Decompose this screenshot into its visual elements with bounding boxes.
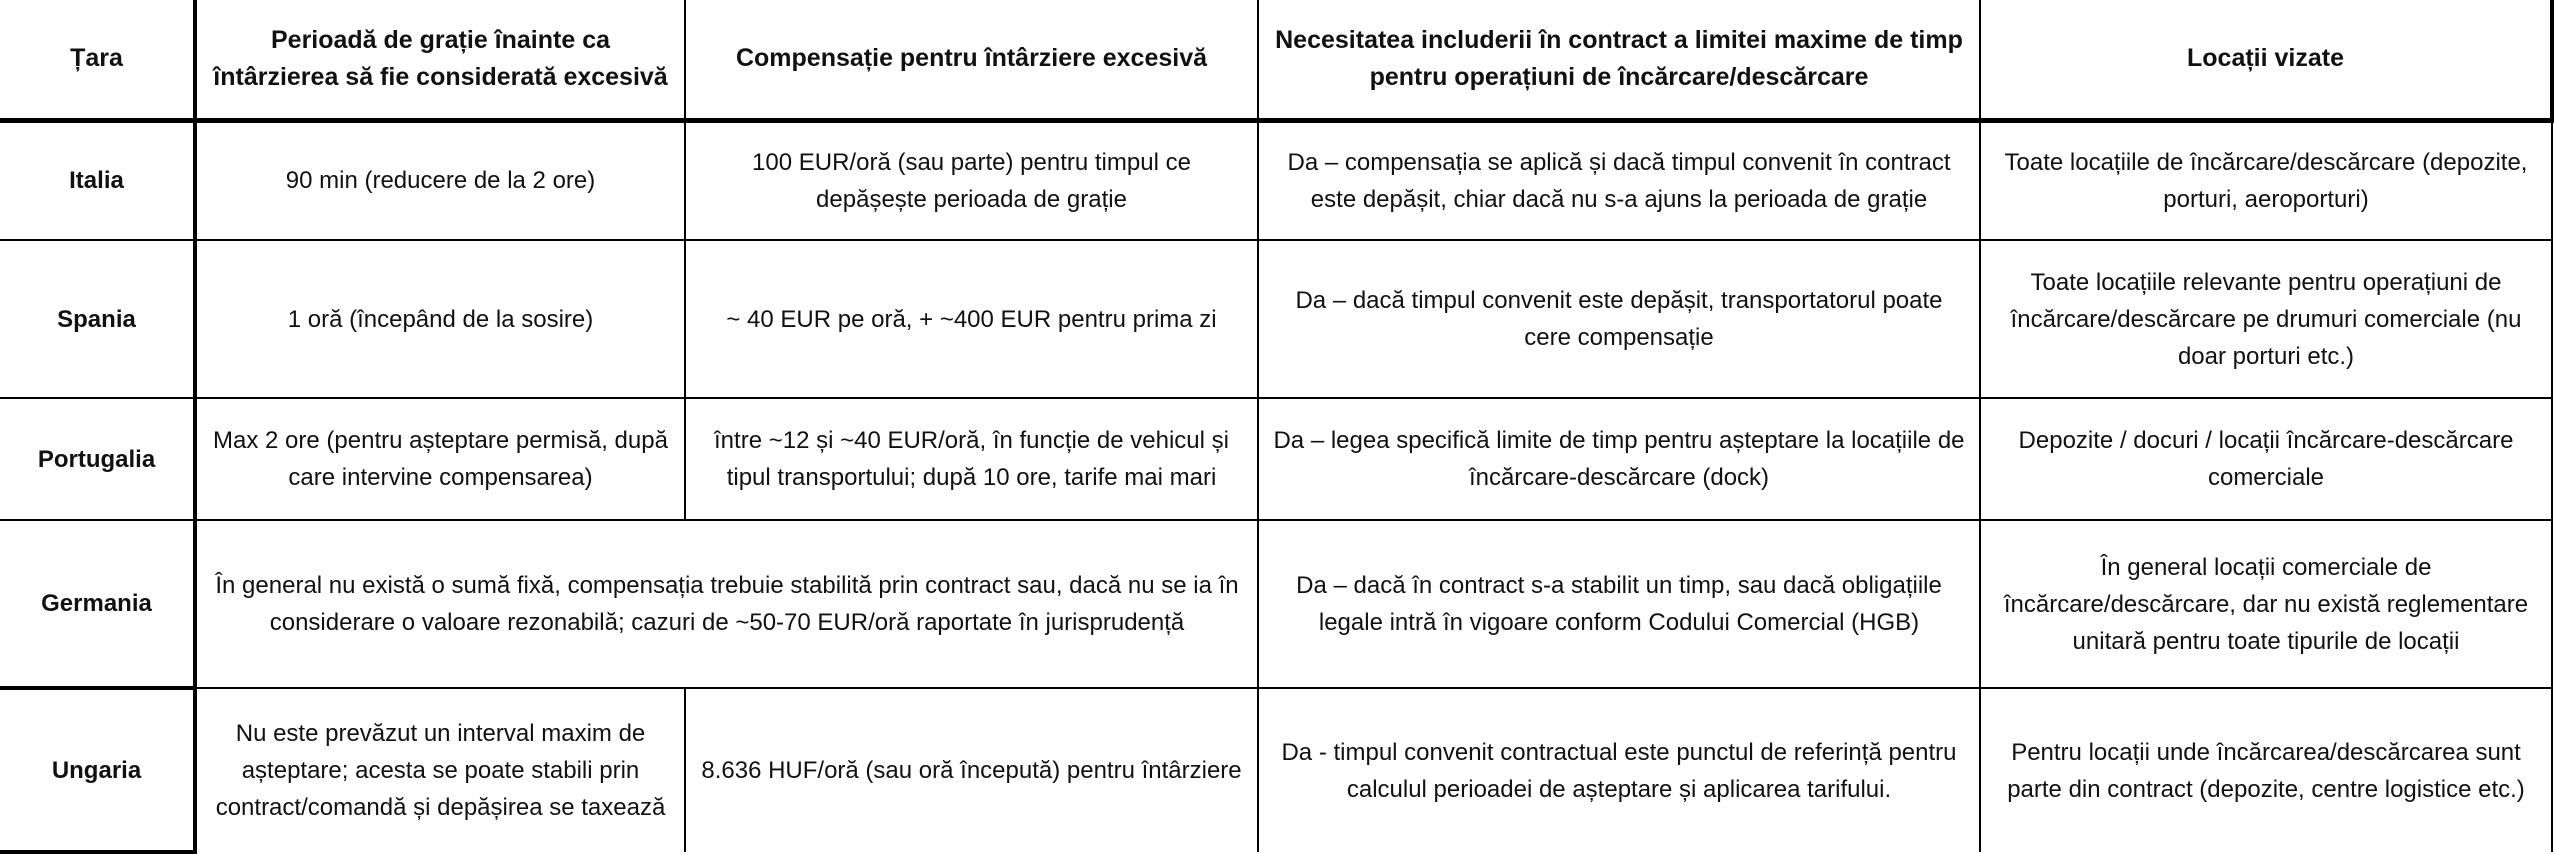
grace-and-compensation-merged-cell: În general nu există o sumă fixă, compensația trebuie stabilită prin contract sau, dacă nu se ia în considerare o valoare rezonabilă; cazuri de ~50-70 EUR/oră raportate în jurisprudență: [195, 520, 1258, 688]
country-cell: Italia: [0, 120, 195, 240]
header-grace-period: Perioadă de grație înainte ca întârzierea să fie considerată excesivă: [195, 0, 685, 120]
table-row-germania: [0, 520, 2552, 688]
grace-period-cell: Nu este prevăzut un interval maxim de așteptare; acesta se poate stabili prin contract/comandă și depășirea se taxează: [195, 688, 685, 852]
header-locations: Locații vizate: [1980, 0, 2552, 120]
compensation-cell: 8.636 HUF/oră (sau oră începută) pentru întârziere: [685, 688, 1258, 852]
grace-period-cell: 1 oră (începând de la sosire): [195, 240, 685, 398]
locations-cell: Toate locațiile relevante pentru operațiuni de încărcare/descărcare pe drumuri comerciale (nu doar porturi etc.): [1980, 240, 2552, 398]
country-cell: Portugalia: [0, 398, 195, 520]
grace-period-cell: 90 min (reducere de la 2 ore): [195, 120, 685, 240]
table-row-ungaria: [0, 688, 2552, 852]
contract-limit-cell: Da – compensația se aplică și dacă timpul convenit în contract este depășit, chiar dacă nu s-a ajuns la perioada de grație: [1258, 120, 1980, 240]
header-country: Țara: [0, 0, 195, 120]
locations-cell: În general locații comerciale de încărcare/descărcare, dar nu există reglementare unitară pentru toate tipurile de locații: [1980, 520, 2552, 688]
locations-cell: Pentru locații unde încărcarea/descărcarea sunt parte din contract (depozite, centre logistice etc.): [1980, 688, 2552, 852]
contract-limit-cell: Da – legea specifică limite de timp pentru așteptare la locațiile de încărcare-descărcare (dock): [1258, 398, 1980, 520]
country-cell: Germania: [0, 520, 195, 688]
compensation-cell: 100 EUR/oră (sau parte) pentru timpul ce depășește perioada de grație: [685, 120, 1258, 240]
contract-limit-cell: Da – dacă în contract s-a stabilit un timp, sau dacă obligațiile legale intră în vigoare conform Codului Comercial (HGB): [1258, 520, 1980, 688]
header-row: [0, 0, 2552, 120]
table-row-italia: [0, 120, 2552, 240]
header-contract-limit: Necesitatea includerii în contract a limitei maxime de timp pentru operațiuni de încărcare/descărcare: [1258, 0, 1980, 120]
contract-limit-cell: Da – dacă timpul convenit este depășit, transportatorul poate cere compensație: [1258, 240, 1980, 398]
contract-limit-cell: Da - timpul convenit contractual este punctul de referință pentru calculul perioadei de așteptare și aplicarea tarifului.: [1258, 688, 1980, 852]
country-cell: Spania: [0, 240, 195, 398]
compensation-cell: între ~12 și ~40 EUR/oră, în funcție de vehicul și tipul transportului; după 10 ore, tarife mai mari: [685, 398, 1258, 520]
compensation-cell: ~ 40 EUR pe oră, + ~400 EUR pentru prima zi: [685, 240, 1258, 398]
header-compensation: Compensație pentru întârziere excesivă: [685, 0, 1258, 120]
table-row-portugalia: [0, 398, 2552, 520]
locations-cell: Depozite / docuri / locații încărcare-descărcare comerciale: [1980, 398, 2552, 520]
locations-cell: Toate locațiile de încărcare/descărcare (depozite, porturi, aeroporturi): [1980, 120, 2552, 240]
grace-period-cell: Max 2 ore (pentru așteptare permisă, după care intervine compensarea): [195, 398, 685, 520]
country-cell: Ungaria: [0, 688, 195, 852]
table-row-spania: [0, 240, 2552, 398]
